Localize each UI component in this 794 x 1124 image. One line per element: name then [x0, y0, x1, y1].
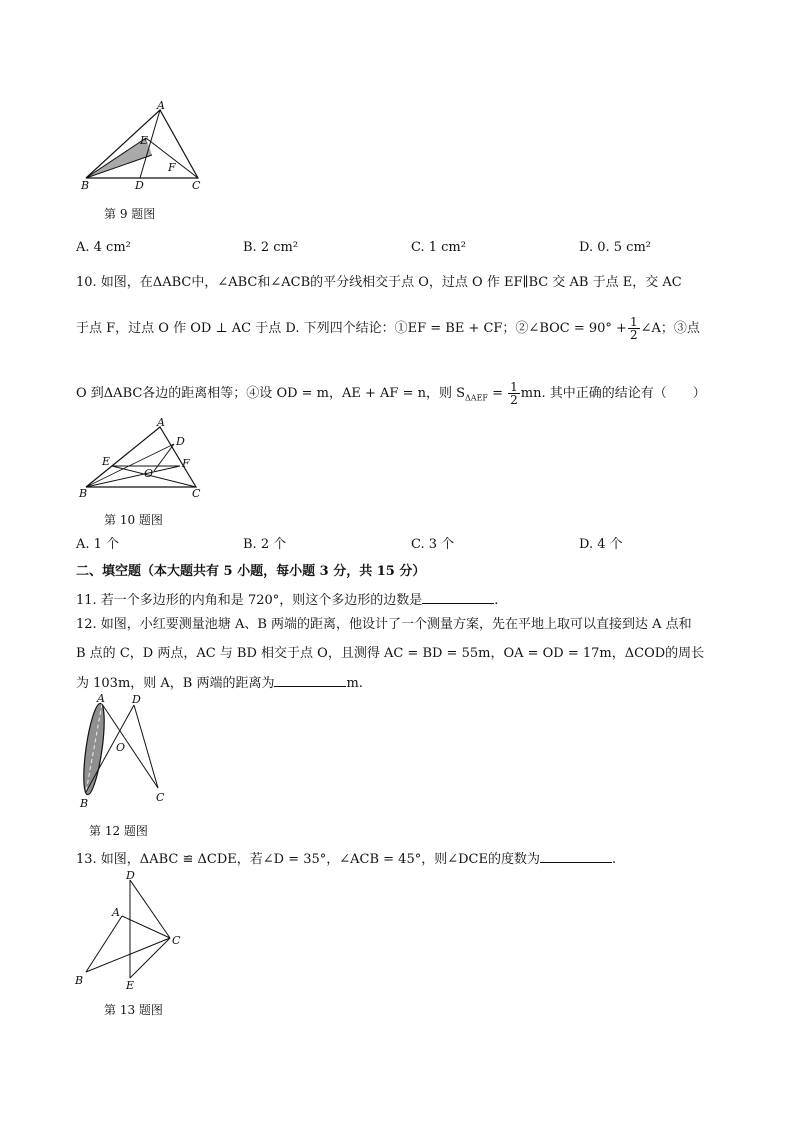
label-e: E	[140, 134, 149, 147]
line-ab	[86, 916, 122, 972]
caption-q10: 第 10 题图	[104, 513, 163, 527]
label-o: O	[116, 741, 126, 754]
label-c: C	[192, 487, 201, 500]
line-dc	[134, 705, 158, 788]
option-q9-c[interactable]: C. 1 cm²	[411, 240, 466, 255]
label-a: A	[157, 416, 165, 429]
label-a: A	[157, 100, 165, 112]
figure-q13	[72, 866, 190, 990]
option-q10-d[interactable]: D. 4 个	[579, 537, 623, 552]
answer-blank-q13[interactable]	[540, 850, 612, 863]
answer-blank-q11[interactable]	[422, 591, 494, 604]
label-o: O	[144, 467, 154, 480]
label-d: D	[126, 869, 135, 882]
section-heading: 二、填空题（本大题共有 5 小题，每小题 3 分，共 15 分）	[76, 564, 426, 579]
label-b: B	[75, 974, 84, 987]
line-bc	[86, 938, 170, 972]
option-q10-c[interactable]: C. 3 个	[411, 537, 455, 552]
q10-line2: 于点 F，过点 O 作 OD ⊥ AC 于点 D. 下列四个结论：①EF = BE + CF；②∠BOC = 90° + $\frac{1}{2}$ ∠A；③点	[76, 315, 700, 342]
q12-line3: 为 103m，则 A，B 两端的距离为 m.	[76, 676, 363, 691]
answer-blank-q12[interactable]	[274, 674, 346, 687]
q12-line2: B 点的 C，D 两点，AC 与 BD 相交于点 O，且测得 AC = BD = 55m，OA = OD = 17m，ΔCOD的周长	[76, 646, 705, 661]
label-b: B	[81, 179, 90, 192]
caption-q9: 第 9 题图	[104, 207, 156, 221]
label-e: E	[126, 979, 135, 990]
label-a: A	[112, 906, 120, 919]
label-f: F	[168, 161, 176, 174]
fraction-half-2: $\frac{1}{2}$	[510, 380, 518, 407]
label-f: F	[182, 457, 190, 470]
label-d: D	[132, 693, 141, 706]
q13-text: 13. 如图，ΔABC ≌ ΔCDE，若∠D = 35°，∠ACB = 45°，则∠DCE的度数为 .	[76, 852, 617, 867]
option-q9-d[interactable]: D. 0. 5 cm²	[579, 240, 651, 255]
line-od	[154, 444, 174, 471]
label-b: B	[80, 797, 89, 810]
label-d: D	[135, 179, 144, 192]
line-ac	[102, 704, 158, 788]
label-e: E	[102, 455, 111, 468]
label-d: D	[176, 435, 185, 448]
caption-q13: 第 13 题图	[104, 1003, 163, 1017]
q11-text: 11. 若一个多边形的内角和是 720°，则这个多边形的边数是 .	[76, 593, 499, 608]
figure-q12	[72, 692, 176, 814]
label-b: B	[79, 487, 88, 500]
figure-q10	[76, 415, 210, 501]
label-a: A	[97, 692, 105, 705]
q10-line1: 10. 如图，在ΔABC中，∠ABC和∠ACB的平分线相交于点 O，过点 O 作 EF∥BC 交 AB 于点 E，交 AC	[76, 275, 682, 290]
option-q10-a[interactable]: A. 1 个	[76, 537, 120, 552]
label-c: C	[172, 934, 181, 947]
option-q9-b[interactable]: B. 2 cm²	[243, 240, 299, 255]
figure-q9	[76, 100, 206, 192]
option-q9-a[interactable]: A. 4 cm²	[76, 240, 131, 255]
caption-q12: 第 12 题图	[89, 824, 148, 838]
line-ec	[130, 938, 170, 978]
label-c: C	[156, 791, 165, 804]
q10-line3: O 到ΔABC各边的距离相等；④设 OD = m，AE + AF = n，则 $S_{\Delta AEF}$ = $\frac{1}{2}$ mn. 其中正确的结论有（ ）	[76, 380, 706, 407]
q12-line1: 12. 如图，小红要测量池塘 A、B 两端的距离，他设计了一个测量方案，先在平地上取可以直接到达 A 点和	[76, 617, 692, 632]
label-c: C	[192, 179, 201, 192]
option-q10-b[interactable]: B. 2 个	[243, 537, 287, 552]
fraction-half: $\frac{1}{2}$	[629, 315, 638, 342]
